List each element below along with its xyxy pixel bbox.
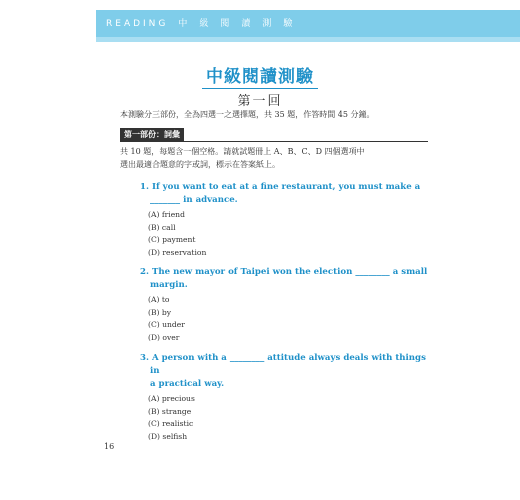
running-header-zh: 中級閱讀測驗 (178, 19, 305, 29)
option-d[interactable]: (D) over (148, 332, 180, 342)
question-3 (140, 352, 430, 443)
question-stem (140, 181, 430, 207)
option-d[interactable]: (D) reservation (148, 247, 207, 257)
option-b[interactable]: (B) call (148, 222, 176, 232)
page-title: 中級閱讀測驗 (202, 62, 318, 89)
option-c[interactable]: (C) under (148, 320, 185, 329)
question-stem-line: 3. A person with a ________ attitude always deals with things in (140, 353, 426, 376)
test-intro: 本測驗分三部份，全為四選一之選擇題，共 35 題，作答時間 45 分鐘。 (120, 110, 375, 119)
question-stem (140, 266, 430, 292)
page-number: 16 (104, 442, 115, 451)
question-stem-line: a practical way. (150, 379, 225, 389)
question-stem (140, 352, 430, 391)
running-header-en: READING (106, 19, 169, 29)
question-2 (140, 266, 430, 344)
question-stem-line: 2. The new mayor of Taipei won the election ________ a small (140, 267, 428, 277)
question-stem-line: _______ in advance. (150, 195, 238, 205)
header-band-stripe (96, 37, 520, 42)
section-divider (120, 141, 428, 142)
option-a[interactable]: (A) precious (148, 394, 195, 403)
option-d[interactable]: (D) selfish (148, 431, 188, 441)
page-title-block (0, 62, 520, 109)
question-1 (140, 181, 430, 259)
option-c[interactable]: (C) payment (148, 235, 196, 244)
running-header (106, 16, 304, 29)
option-b[interactable]: (B) by (148, 307, 172, 317)
question-stem-line: margin. (150, 280, 188, 290)
option-c[interactable]: (C) realistic (148, 419, 194, 428)
section-instructions (120, 145, 420, 171)
instructions-line: 共 10 題，每題含一個空格。請就試題冊上 A、B、C、D 四個選項中 (120, 147, 365, 156)
section-label: 第一部份：詞彙 (120, 128, 184, 141)
instructions-line: 選出最適合題意的字或詞，標示在答案紙上。 (120, 160, 280, 169)
option-b[interactable]: (B) strange (148, 406, 192, 416)
page-subtitle: 第一回 (237, 94, 283, 109)
option-a[interactable]: (A) to (148, 295, 170, 304)
question-stem-line: 1. If you want to eat at a fine restaurant, you must make a (140, 182, 421, 192)
option-a[interactable]: (A) friend (148, 210, 185, 219)
